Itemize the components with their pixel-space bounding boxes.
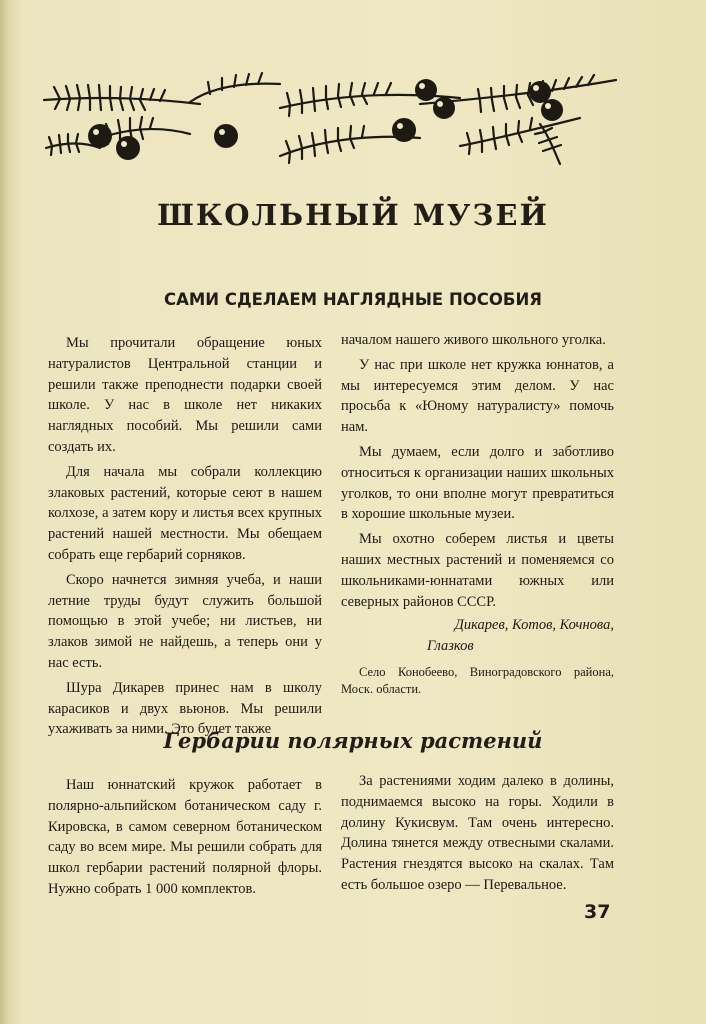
paragraph: Мы думаем, если долго и заботливо относиться к организации наших школьных уголков, то они вполне могут превратиться в хорошие школьные музеи.	[341, 443, 614, 523]
paragraph: Для начала мы собрали коллекцию злаковых растений, которые сеют в нашем колхозе, а затем кору и листья всех крупных растений нашей местности. Мы обещаем собрать еще гербарий сорняков.	[48, 463, 322, 563]
article2-column-left	[48, 775, 322, 900]
paragraph: Мы охотно соберем листья и цветы наших местных растений и поменяемся со школьниками-юннатами южных или северных районов СССР.	[341, 531, 614, 610]
signature-line: Глазков	[427, 638, 474, 654]
page-number: 37	[584, 901, 611, 923]
article-subtitle: САМИ СДЕЛАЕМ НАГЛЯДНЫЕ ПОСОБИЯ	[163, 290, 543, 309]
paragraph: Шура Дикарев принес нам в школу карасиков и двух вьюнов. Мы решили ухаживать за ними. Это будет также	[48, 679, 322, 738]
signature-line: Дикарев, Котов, Кочнова,	[454, 617, 614, 633]
signature	[341, 615, 614, 657]
article2-column-right	[341, 771, 614, 896]
article1-column-left	[48, 333, 322, 740]
origin-location: Село Конобеево, Виноградовского района, Моск. области.	[341, 665, 614, 696]
paragraph: Наш юннатский кружок работает в полярно-альпийском ботаническом саду г. Кировска, в самом северном ботаническом саду во всем мире. Мы решили собрать для школ гербарии растений полярной флоры. Нужно собрать 1 000 комплектов.	[48, 777, 322, 897]
article1-column-right	[341, 330, 614, 612]
paragraph: За растениями ходим далеко в долины, поднимаемся высоко на горы. Ходили в долину Кукисвум. Там очень интересно. Долина тянется между отвесными скалами. Растения гнездятся высоко на скалах. Там есть большое озеро — Перевальное.	[341, 773, 614, 893]
article-title: ШКОЛЬНЫЙ МУЗЕЙ	[157, 198, 549, 232]
paragraph: У нас при школе нет кружка юннатов, а мы интересуемся этим делом. У нас просьба к «Юному натуралисту» помочь нам.	[341, 356, 614, 436]
pine-branch-ornament-icon	[40, 68, 620, 180]
page-spine-shadow	[0, 0, 10, 1024]
article2-title: Гербарии полярных растений	[163, 728, 543, 753]
paragraph: Скоро начнется зимняя учеба, и наши летние труды будут служить большой помощью в этой учебе; ни листьев, ни злаков зимой не найдешь, а теперь они у нас есть.	[48, 571, 322, 671]
paragraph: Мы прочитали обращение юных натуралистов Центральной станции и решили также преподнести подарки своей школе. У нас в школе нет никаких наглядных пособий. Мы решили сами создать их.	[48, 335, 322, 455]
paragraph: началом нашего живого школьного уголка.	[341, 332, 606, 348]
